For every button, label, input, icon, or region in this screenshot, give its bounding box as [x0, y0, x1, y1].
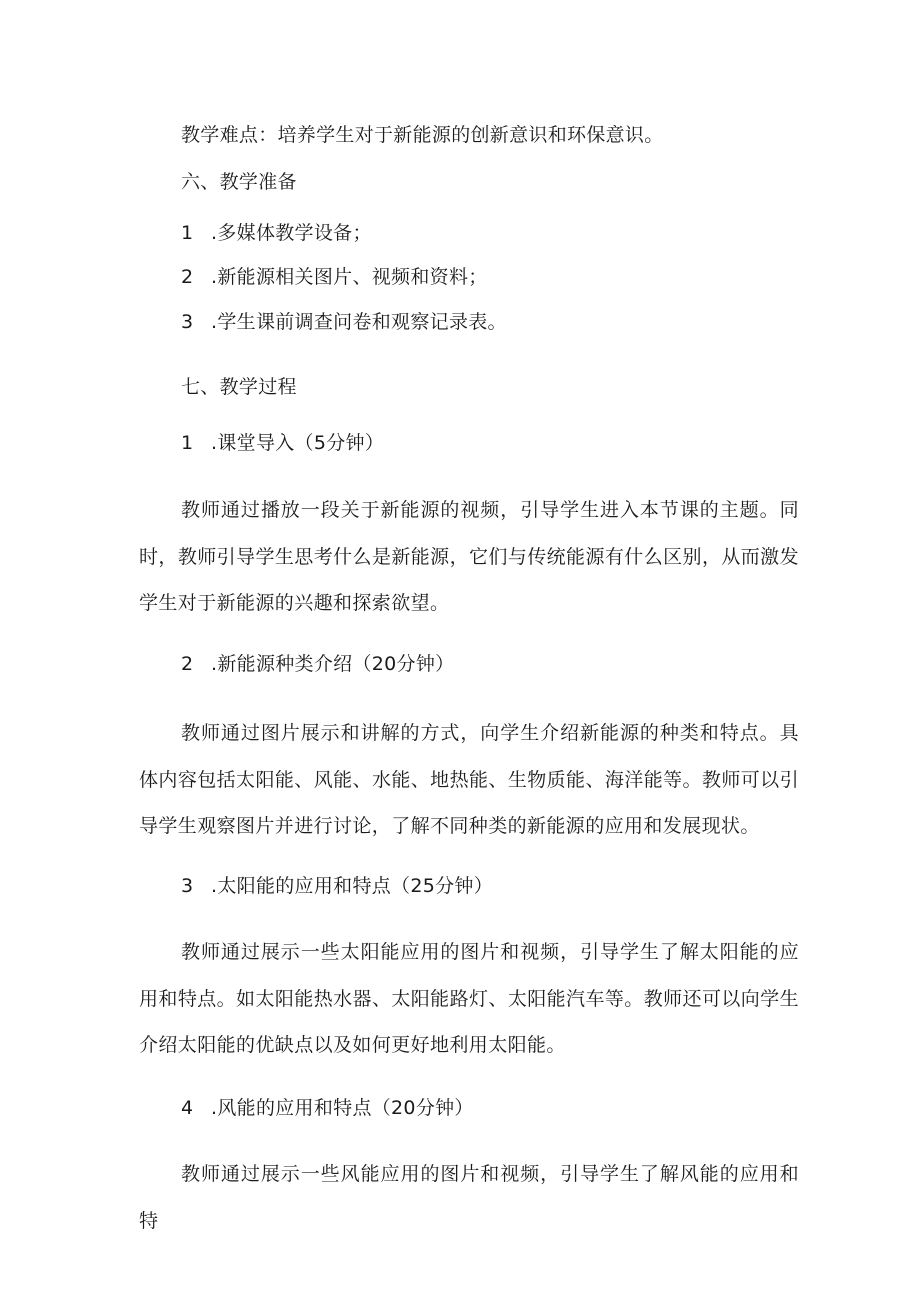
preparation-item-number: 1 — [181, 222, 194, 244]
step-body: 教师通过图片展示和讲解的方式，向学生介绍新能源的种类和特点。具体内容包括太阳能、风能、水能、地热能、生物质能、海洋能等。教师可以引导学生观察图片并进行讨论，了解不同种类的新能源的应用和发展现状。 — [139, 722, 799, 837]
step-heading-text: .新能源种类介绍（20分钟） — [211, 653, 455, 675]
step-heading-text: .太阳能的应用和特点（25分钟） — [211, 875, 494, 897]
preparation-item — [181, 310, 507, 334]
preparation-item-number: 2 — [181, 266, 194, 288]
step-number: 1 — [181, 432, 194, 454]
step-body: 教师通过展示一些风能应用的图片和视频，引导学生了解风能的应用和特 — [139, 1163, 799, 1232]
step-heading-text: .风能的应用和特点（20分钟） — [211, 1097, 474, 1119]
preparation-item — [181, 221, 372, 245]
preparation-item-text: .多媒体教学设备； — [211, 222, 372, 244]
preparation-item-text: .学生课前调查问卷和观察记录表。 — [211, 311, 507, 333]
section-seven-title: 七、教学过程 — [181, 376, 297, 398]
step-heading — [181, 431, 384, 455]
step-number: 4 — [181, 1097, 194, 1119]
step-number: 2 — [181, 653, 194, 675]
step-body: 教师通过展示一些太阳能应用的图片和视频，引导学生了解太阳能的应用和特点。如太阳能热水器、太阳能路灯、太阳能汽车等。教师还可以向学生介绍太阳能的优缺点以及如何更好地利用太阳能。 — [139, 941, 799, 1056]
preparation-item — [181, 265, 488, 289]
preparation-item-text: .新能源相关图片、视频和资料； — [211, 266, 488, 288]
step-heading — [181, 652, 454, 676]
step-body: 教师通过播放一段关于新能源的视频，引导学生进入本节课的主题。同时，教师引导学生思考什么是新能源，它们与传统能源有什么区别，从而激发学生对于新能源的兴趣和探索欲望。 — [139, 499, 799, 614]
step-heading — [181, 1096, 474, 1120]
section-six-title: 六、教学准备 — [181, 171, 297, 193]
preparation-item-number: 3 — [181, 311, 194, 333]
teaching-difficulty: 教学难点：培养学生对于新能源的创新意识和环保意识。 — [181, 124, 664, 146]
step-heading — [181, 874, 493, 898]
step-heading-text: .课堂导入（5分钟） — [211, 432, 385, 454]
step-number: 3 — [181, 875, 194, 897]
